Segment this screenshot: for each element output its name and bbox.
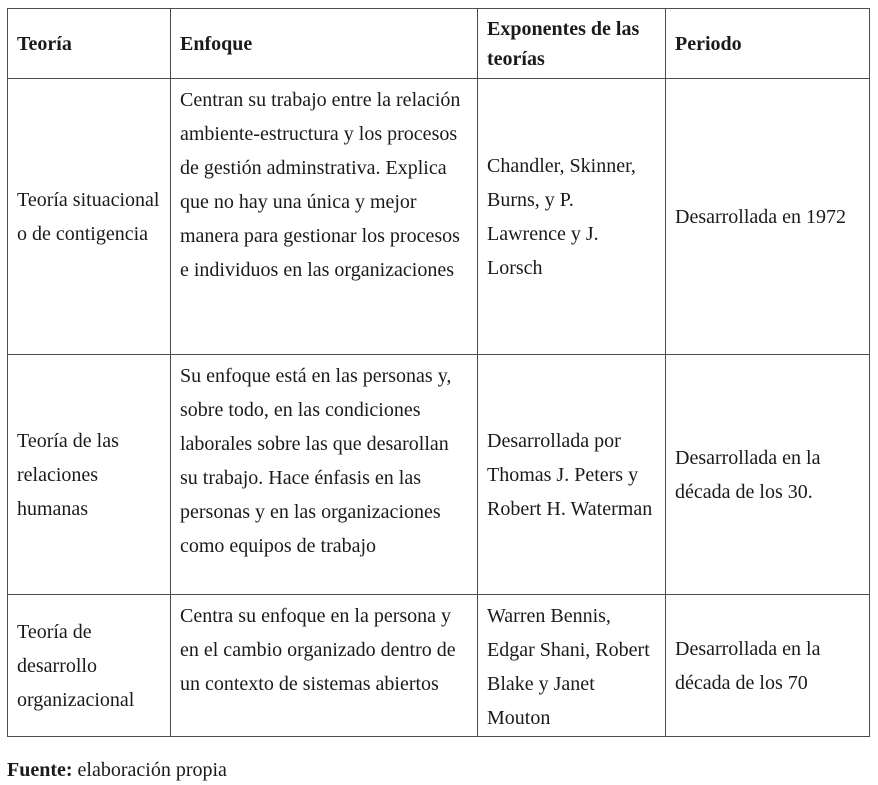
header-exponentes: Exponentes de las teorías bbox=[478, 9, 666, 79]
cell-exponentes: Desarrollada por Thomas J. Peters y Robert H. Waterman bbox=[478, 355, 666, 595]
cell-teoria: Teoría situacional o de contigencia bbox=[8, 79, 171, 355]
theories-table bbox=[7, 8, 870, 737]
cell-teoria: Teoría de las relaciones humanas bbox=[8, 355, 171, 595]
source-label: Fuente: bbox=[7, 759, 73, 781]
cell-periodo: Desarrollada en la década de los 30. bbox=[666, 355, 870, 595]
table-row bbox=[8, 79, 870, 355]
source-text: elaboración propia bbox=[72, 759, 227, 781]
cell-enfoque: Centra su enfoque en la persona y en el cambio organizado dentro de un contexto de sistemas abiertos bbox=[171, 595, 478, 737]
table-header-row bbox=[8, 9, 870, 79]
cell-enfoque: Centran su trabajo entre la relación ambiente-estructura y los procesos de gestión adminstrativa. Explica que no hay una única y mejor manera para gestionar los procesos e individuos en las organizaciones bbox=[171, 79, 478, 355]
cell-periodo: Desarrollada en la década de los 70 bbox=[666, 595, 870, 737]
header-periodo: Periodo bbox=[666, 9, 870, 79]
header-enfoque: Enfoque bbox=[171, 9, 478, 79]
table-row bbox=[8, 595, 870, 737]
cell-enfoque: Su enfoque está en las personas y, sobre todo, en las condiciones laborales sobre las que desarollan su trabajo. Hace énfasis en las personas y en las organizaciones como equipos de trabajo bbox=[171, 355, 478, 595]
cell-exponentes: Warren Bennis, Edgar Shani, Robert Blake y Janet Mouton bbox=[478, 595, 666, 737]
cell-exponentes: Chandler, Skinner, Burns, y P. Lawrence y J. Lorsch bbox=[478, 79, 666, 355]
header-teoria: Teoría bbox=[8, 9, 171, 79]
table-row bbox=[8, 355, 870, 595]
cell-periodo: Desarrollada en 1972 bbox=[666, 79, 870, 355]
source-note bbox=[7, 757, 227, 783]
cell-teoria: Teoría de desarrollo organizacional bbox=[8, 595, 171, 737]
